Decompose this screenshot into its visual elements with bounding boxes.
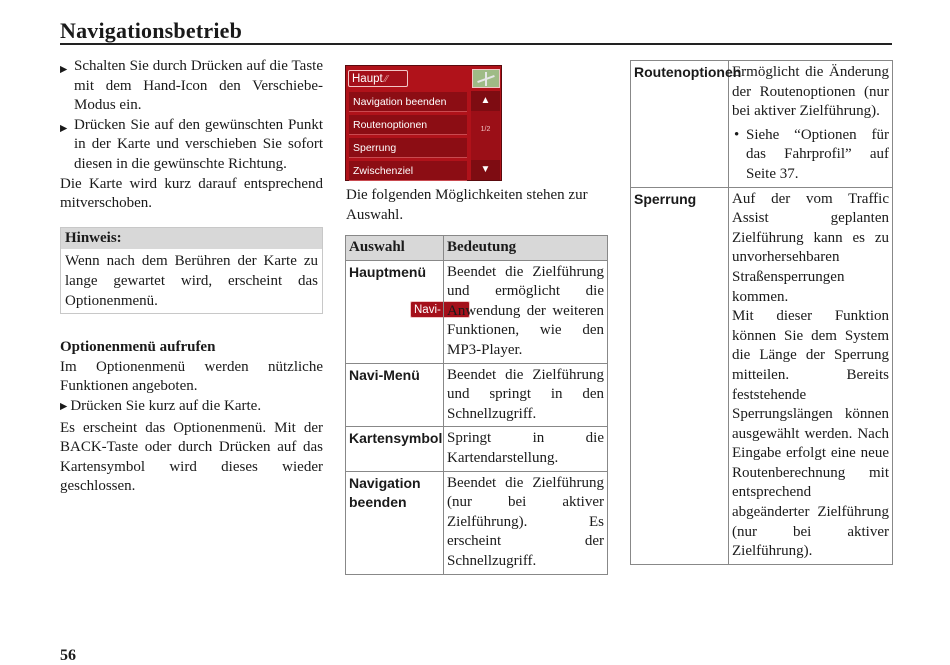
table-row — [346, 260, 608, 363]
table-cell-label: Hauptmenü — [346, 260, 444, 363]
device-menu-item[interactable]: Navigation beenden — [349, 92, 467, 112]
table-cell-text: Beendet die Zielführung und springt in den Schnellzugriff. — [444, 363, 608, 427]
slash-decor-icon: ⁄⁄ — [384, 74, 389, 85]
table-cell-label: Sperrung — [631, 187, 729, 564]
paragraph: Im Optionenmenü werden nützliche Funktionen angeboten. — [60, 358, 323, 395]
device-menu-item[interactable]: Routenoptionen — [349, 115, 467, 135]
cell-paragraph: Mit dieser Funktion können Sie dem System die Länge der Sperrung mitteilen. Bereits feststehende Sperrungslängen können ausgewählt werden. Nach Eingabe erfolgt eine neue Routenberechnung mit entsprechend abgeänderter Zielführung (nur bei aktiver Zielführung). — [732, 308, 889, 560]
table-cell-label: Navigation beenden — [346, 471, 444, 574]
table-cell-text — [729, 187, 893, 564]
note-text: Wenn nach dem Berühren der Karte zu lange gewartet wird, erscheint das Optionenmenü. — [65, 253, 318, 309]
table-cell-label: Routenoptionen — [631, 61, 729, 188]
note-title: Hinweis: — [61, 228, 322, 250]
instruction-bullet: ▶ Drücken Sie kurz auf die Karte. — [60, 397, 323, 419]
table-row — [346, 363, 608, 427]
table-header-row — [346, 236, 608, 261]
table-row — [346, 427, 608, 471]
table-cell-text: Beendet die Zielführung und ermöglicht die Anwendung der weiteren Funktionen, wie den MP3-Player. — [444, 260, 608, 363]
paragraph: Die folgenden Möglichkeiten stehen zur Auswahl. — [346, 187, 588, 223]
table-row — [631, 61, 893, 188]
section-heading: Optionenmenü aufrufen — [60, 339, 216, 356]
table-row — [631, 187, 893, 564]
cross-reference-bullet: • Siehe “Optionen für das Fahrprofil” auf Seite 37. — [732, 126, 889, 185]
page-title: Navigationsbetrieb — [60, 18, 243, 43]
page-number: 56 — [60, 647, 76, 664]
scroll-down-arrow-icon[interactable]: ▼ — [471, 160, 500, 180]
column-left — [60, 57, 323, 497]
device-tab-haupt[interactable] — [348, 70, 408, 87]
table-header: Bedeutung — [444, 236, 608, 261]
table-header: Auswahl — [346, 236, 444, 261]
paragraph: Es erscheint das Optionenmenü. Mit der BACK-Taste oder durch Drücken auf das Kartensymbol wird dieses wieder geschlossen. — [60, 419, 323, 495]
scroll-up-arrow-icon[interactable]: ▲ — [471, 91, 500, 111]
device-menu-item[interactable]: Sperrung — [349, 138, 467, 158]
instruction-bullet: ▶ Schalten Sie durch Drücken auf die Taste mit dem Hand-Icon den Verschiebe-Modus ein. — [60, 57, 323, 116]
table-cell-label: Kartensymbol — [346, 427, 444, 471]
cell-paragraph: Ermöglicht die Änderung der Routenoptionen (nur bei aktiver Zielführung). — [732, 64, 889, 120]
note-box — [60, 227, 323, 314]
instruction-bullet: ▶ Drücken Sie auf den gewünschten Punkt in der Karte und verschieben Sie sofort diesen in die gewünschte Richtung. — [60, 116, 323, 175]
paragraph: Die Karte wird kurz darauf entsprechend mitverschoben. — [60, 175, 323, 212]
device-menu-item[interactable]: Zwischenziel — [349, 161, 467, 181]
table-cell-text — [729, 61, 893, 188]
table-row — [346, 471, 608, 574]
map-thumbnail-icon[interactable] — [472, 69, 500, 88]
table-cell-text: Beendet die Zielführung (nur bei aktiver Zielführung). Es erscheint der Schnellzugriff. — [444, 471, 608, 574]
table-cell-text: Springt in die Kartendarstellung. — [444, 427, 608, 471]
page-indicator: 1/2 — [480, 126, 491, 133]
device-tab-haupt-label: Haupt — [352, 73, 383, 85]
options-table-continued — [630, 60, 893, 565]
device-tab-navi-menu[interactable]: Navi-Menü — [410, 301, 470, 318]
options-table — [345, 235, 608, 575]
title-rule — [60, 43, 892, 45]
table-cell-label: Navi-Menü — [346, 363, 444, 427]
cell-paragraph: Auf der vom Traffic Assist geplanten Zielführung kann es zu unvorhersehbaren Straßensperrungen kommen. — [732, 190, 889, 305]
